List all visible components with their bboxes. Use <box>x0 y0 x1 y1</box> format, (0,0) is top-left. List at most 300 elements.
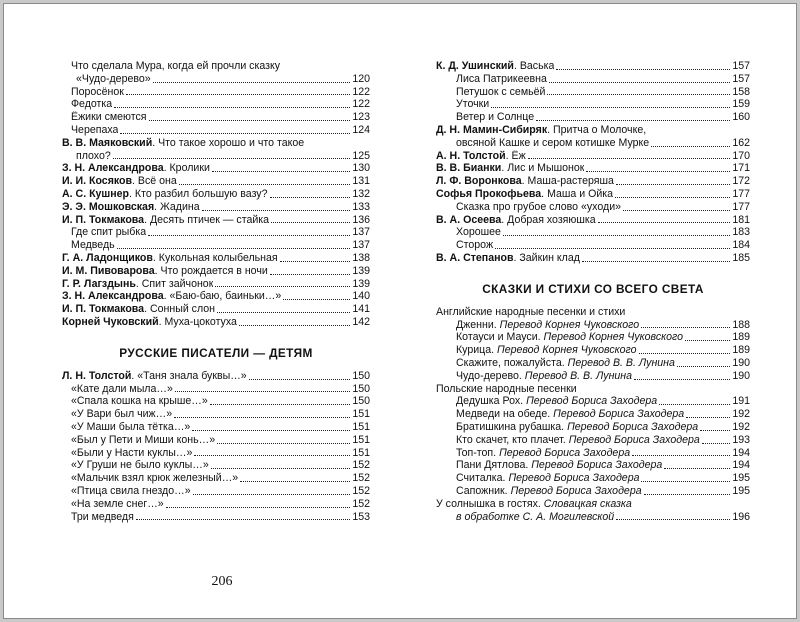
entry-page-number: 195 <box>732 472 750 485</box>
entry-page-number: 196 <box>732 510 750 523</box>
entry-text: Медведь <box>71 239 115 252</box>
entry-page-number: 191 <box>732 395 750 408</box>
dot-leader <box>503 235 730 236</box>
entry-title <box>456 459 662 472</box>
toc-entry <box>436 421 750 434</box>
dot-leader <box>239 325 350 326</box>
entry-text: Муха-цокотуха <box>164 315 237 328</box>
entry-page-number: 159 <box>732 98 750 111</box>
entry-title <box>456 434 700 447</box>
entry-text: Федотка <box>71 98 113 111</box>
entry-translator: Перевод Бориса Заходера <box>567 420 699 433</box>
entry-translator: Перевод В. В. Лунина <box>567 356 675 369</box>
entry-page-number: 158 <box>732 85 750 98</box>
entry-title: В. В. Бианки. Лис и Мышонок <box>436 162 585 175</box>
dot-leader <box>192 430 350 431</box>
dot-leader <box>582 261 730 262</box>
dot-leader <box>639 353 730 354</box>
dot-leader <box>547 94 730 95</box>
toc-entry <box>62 498 370 511</box>
entry-title <box>456 226 501 239</box>
entry-text: «У Маши была тётка…» <box>71 420 191 433</box>
dot-leader <box>528 158 730 159</box>
dot-leader <box>249 379 350 380</box>
entry-text: Польские народные песенки <box>436 382 577 395</box>
entry-title: И. П. Токмакова. Сонный слон <box>62 303 216 316</box>
entry-page-number: 162 <box>732 136 750 149</box>
entry-page-number: 189 <box>732 344 750 357</box>
entry-text: Спит зайчонок <box>141 277 214 290</box>
entry-title: И. М. Пивоварова. Что рождается в ночи <box>62 264 268 277</box>
entry-title: А. С. Кушнер. Кто разбил большую вазу? <box>62 187 268 200</box>
entry-page-number: 139 <box>352 277 370 290</box>
dot-leader <box>664 468 730 469</box>
dot-leader <box>117 248 350 249</box>
entry-title <box>456 472 639 485</box>
entry-title <box>71 408 172 421</box>
entry-text: Дедушка Рох. <box>456 395 524 408</box>
dot-leader <box>677 366 730 367</box>
toc-entry <box>436 252 750 265</box>
toc-entry <box>62 111 370 124</box>
toc-entry <box>62 201 370 214</box>
entry-title <box>71 498 164 511</box>
entry-page-number: 190 <box>732 356 750 369</box>
toc-entry <box>62 175 370 188</box>
entry-title <box>71 459 209 472</box>
entry-page-number: 150 <box>352 382 370 395</box>
entry-page-number: 131 <box>352 175 370 188</box>
entry-title <box>456 344 637 357</box>
entry-author: И. П. Токмакова <box>62 303 145 316</box>
entry-title <box>456 370 632 383</box>
toc-entry <box>62 459 370 472</box>
toc-entry <box>62 447 370 460</box>
dot-leader <box>616 184 730 185</box>
toc-entry <box>62 290 370 303</box>
entry-title: В. А. Степанов. Зайкин клад <box>436 251 580 264</box>
entry-page-number: 157 <box>732 72 750 85</box>
toc-entry <box>62 162 370 175</box>
entry-title <box>436 498 750 511</box>
entry-page-number: 139 <box>352 264 370 277</box>
entry-title <box>71 421 190 434</box>
section-heading: СКАЗКИ И СТИХИ СО ВСЕГО СВЕТА <box>482 281 704 296</box>
entry-page-number: 192 <box>732 420 750 433</box>
entry-page-number: 120 <box>352 72 370 85</box>
toc-entry <box>436 395 750 408</box>
dot-leader <box>702 443 730 444</box>
entry-text: Считалка. <box>456 472 506 485</box>
toc-entry <box>436 60 750 73</box>
entry-title <box>456 73 547 86</box>
dot-leader <box>149 120 350 121</box>
entry-author: А. Н. Толстой <box>436 149 506 162</box>
entry-author: Г. А. Ладонщиков <box>62 251 153 264</box>
toc-entry <box>436 98 750 111</box>
entry-page-number: 152 <box>352 497 370 510</box>
entry-title: И. И. Косяков. Всё она <box>62 175 177 188</box>
entry-page-number: 122 <box>352 98 370 111</box>
entry-author: Софья Прокофьева <box>436 187 542 200</box>
entry-text: У солнышка в гостях. <box>436 497 541 510</box>
dot-leader <box>120 133 350 134</box>
entry-page-number: 181 <box>732 213 750 226</box>
entry-title <box>71 98 112 111</box>
toc-entry <box>62 303 370 316</box>
entry-page-number: 138 <box>352 251 370 264</box>
entry-page-number: 194 <box>732 446 750 459</box>
dot-leader <box>202 210 350 211</box>
entry-text: Кролики <box>169 162 210 175</box>
dot-leader <box>651 146 730 147</box>
entry-page-number: 141 <box>352 303 370 316</box>
dot-leader <box>113 158 350 159</box>
entry-page-number: 142 <box>352 315 370 328</box>
dot-leader <box>126 94 350 95</box>
toc-entry <box>436 214 750 227</box>
entry-text: Скажите, пожалуйста. <box>456 356 565 369</box>
dot-leader <box>616 519 730 520</box>
entry-page-number: 125 <box>352 149 370 162</box>
toc-entry <box>436 459 750 472</box>
entry-title <box>456 137 649 150</box>
entry-page-number: 195 <box>732 484 750 497</box>
entry-title: И. П. Токмакова. Десять птичек — стайка <box>62 213 270 226</box>
entry-text: Что сделала Мура, когда ей прочли сказку <box>71 60 281 72</box>
entry-text: Дженни. <box>456 318 497 331</box>
entry-title <box>71 383 173 396</box>
entry-text: «Мальчик взял крюк железный…» <box>71 472 239 485</box>
entry-text: Английские народные песенки и стихи <box>436 305 626 318</box>
dot-leader <box>586 171 730 172</box>
toc-entry <box>436 472 750 485</box>
entry-page-number: 137 <box>352 239 370 252</box>
entry-text: Маша и Ойка <box>547 187 614 200</box>
entry-page-number: 172 <box>732 175 750 188</box>
entry-translator: Перевод Бориса Заходера <box>510 484 642 497</box>
entry-author: Корней Чуковский <box>62 315 159 328</box>
entry-translator: Перевод Корнея Чуковского <box>499 318 640 331</box>
dot-leader <box>215 286 350 287</box>
entry-page-number: 122 <box>352 85 370 98</box>
entry-page-number: 151 <box>352 446 370 459</box>
entry-text: Что такое хорошо и что такое <box>158 136 305 149</box>
entry-page-number: 133 <box>352 200 370 213</box>
entry-page-number: 160 <box>732 111 750 124</box>
entry-page-number: 152 <box>352 472 370 485</box>
dot-leader <box>194 455 350 456</box>
entry-translator: Перевод Бориса Заходера <box>526 395 658 408</box>
entry-page-number: 193 <box>732 433 750 446</box>
entry-translator: в обработке С. А. Могилевской <box>456 510 615 523</box>
page-number: 206 <box>211 574 233 589</box>
dot-leader <box>179 184 350 185</box>
entry-translator: Перевод В. В. Лунина <box>524 369 633 382</box>
entry-translator: Перевод Бориса Заходера <box>568 433 700 446</box>
dot-leader <box>211 468 350 469</box>
entry-author: Д. Н. Мамин-Сибиряк <box>436 123 548 136</box>
toc-entry <box>62 434 370 447</box>
entry-title <box>456 485 642 498</box>
dot-leader <box>686 417 730 418</box>
entry-text: Хорошее <box>456 226 501 239</box>
dot-leader <box>210 404 350 405</box>
entry-title <box>71 60 370 73</box>
entry-text: «Чудо-дерево» <box>76 72 151 85</box>
entry-title <box>456 331 683 344</box>
entry-title: Л. Ф. Воронкова. Маша-растеряша <box>436 175 614 188</box>
entry-translator: Перевод Бориса Заходера <box>508 472 640 485</box>
dot-leader <box>491 107 730 108</box>
entry-title: Корней Чуковский. Муха-цокотуха <box>62 315 237 328</box>
toc-entry <box>436 201 750 214</box>
toc-entry <box>436 485 750 498</box>
entry-author: Л. Ф. Воронкова <box>436 175 522 188</box>
dot-leader <box>641 481 730 482</box>
entry-author: Л. Н. Толстой <box>62 369 132 382</box>
entry-title <box>71 239 115 252</box>
toc-entry <box>62 150 370 163</box>
entry-title <box>76 73 151 86</box>
dot-leader <box>271 222 350 223</box>
entry-text: плохо? <box>76 149 111 162</box>
dot-leader <box>148 235 350 236</box>
toc-entry <box>436 226 750 239</box>
entry-translator: Перевод Бориса Заходера <box>531 459 663 472</box>
entry-text: Где спит рыбка <box>71 226 147 239</box>
dot-leader <box>495 248 730 249</box>
toc-entry <box>436 137 750 150</box>
entry-text: Сонный слон <box>149 303 216 316</box>
toc-entry <box>62 124 370 137</box>
entry-page-number: 123 <box>352 111 370 124</box>
dot-leader <box>175 391 350 392</box>
entry-page-number: 152 <box>352 484 370 497</box>
dot-leader <box>217 312 350 313</box>
dot-leader <box>615 197 730 198</box>
toc-entry <box>436 434 750 447</box>
entry-title <box>76 150 111 163</box>
toc-entry <box>62 252 370 265</box>
toc-entry <box>436 73 750 86</box>
dot-leader <box>136 519 350 520</box>
toc-entry <box>436 447 750 460</box>
entry-text: «Баю-баю, баиньки…» <box>169 290 282 303</box>
dot-leader <box>240 481 350 482</box>
entry-author: И. М. Пивоварова <box>62 264 155 277</box>
entry-author: В. В. Бианки <box>436 162 502 175</box>
dot-leader <box>536 120 730 121</box>
entry-author: Э. Э. Мошковская <box>62 200 155 213</box>
entry-title <box>71 86 124 99</box>
dot-leader <box>700 430 730 431</box>
entry-text: Всё она <box>137 175 177 188</box>
entry-author: А. С. Кушнер <box>62 187 130 200</box>
entry-page-number: 157 <box>732 60 750 72</box>
entry-title: Г. Р. Лагздынь. Спит зайчонок <box>62 277 214 290</box>
entry-page-number: 152 <box>352 459 370 472</box>
entry-text: «Кате дали мыла…» <box>71 382 173 395</box>
entry-title <box>436 383 750 396</box>
entry-title <box>456 511 614 524</box>
dot-leader <box>549 82 730 83</box>
entry-title: Д. Н. Мамин-Сибиряк. Притча о Молочке, <box>436 123 647 136</box>
toc-entry <box>62 408 370 421</box>
toc-entry <box>62 98 370 111</box>
toc-entry <box>62 316 370 329</box>
entry-text: «У Вари был чиж…» <box>71 408 173 421</box>
entry-page-number: 151 <box>352 408 370 421</box>
dot-leader <box>212 171 350 172</box>
entry-page-number: 190 <box>732 369 750 382</box>
toc-right-column <box>436 60 750 523</box>
dot-leader <box>217 443 350 444</box>
dot-leader <box>166 507 350 508</box>
entry-text: Притча о Молочке, <box>553 123 647 136</box>
book-page <box>3 3 797 619</box>
entry-title <box>71 124 118 137</box>
entry-title: Э. Э. Мошковская. Жадина <box>62 200 200 213</box>
toc-entry <box>436 124 750 137</box>
entry-author: И. П. Токмакова <box>62 213 145 226</box>
entry-title: Г. А. Ладонщиков. Кукольная колыбельная <box>62 251 278 264</box>
entry-text: Зайкин клад <box>519 251 580 264</box>
entry-text: Кто скачет, кто плачет. <box>456 433 566 446</box>
entry-text: Сказка про грубое слово «уходи» <box>456 200 622 213</box>
toc-entry <box>62 137 370 150</box>
toc-entry <box>62 239 370 252</box>
entry-title <box>456 408 684 421</box>
entry-page-number: 185 <box>732 251 750 264</box>
toc-entry <box>62 472 370 485</box>
entry-title: Софья Прокофьева. Маша и Ойка <box>436 187 614 200</box>
entry-text: Ёж <box>511 149 526 162</box>
toc-entry <box>436 511 750 524</box>
entry-text: Лис и Мышонок <box>507 162 585 175</box>
dot-leader <box>270 274 350 275</box>
entry-title <box>456 447 630 460</box>
entry-page-number: 151 <box>352 420 370 433</box>
toc-left-column <box>62 60 370 523</box>
toc-entry <box>62 383 370 396</box>
entry-translator: Словацкая сказка <box>543 497 632 510</box>
entry-title: З. Н. Александрова. «Баю-баю, баиньки…» <box>62 290 282 303</box>
entry-text: Лиса Патрикеевна <box>456 72 547 85</box>
entry-text: Что рождается в ночи <box>160 264 268 277</box>
dot-leader <box>174 417 350 418</box>
toc-entry <box>62 73 370 86</box>
entry-text: Ёжики смеются <box>71 111 147 124</box>
entry-translator: Перевод Бориса Заходера <box>499 446 631 459</box>
entry-page-number: 189 <box>732 331 750 344</box>
toc-entry <box>436 86 750 99</box>
entry-page-number: 188 <box>732 318 750 331</box>
toc-entry <box>62 86 370 99</box>
toc-entry <box>62 278 370 291</box>
toc-entry <box>436 111 750 124</box>
entry-author: З. Н. Александрова <box>62 290 164 303</box>
entry-page-number: 194 <box>732 459 750 472</box>
toc-entry <box>436 357 750 370</box>
toc-entry <box>436 344 750 357</box>
dot-leader <box>153 82 350 83</box>
toc-entry <box>436 188 750 201</box>
entry-text: Пани Дятлова. <box>456 459 529 472</box>
entry-text: Медведи на обеде. <box>456 408 551 421</box>
dot-leader <box>641 327 730 328</box>
toc-entry <box>436 319 750 332</box>
dot-leader <box>598 222 730 223</box>
entry-author: К. Д. Ушинский <box>436 60 514 72</box>
entry-text: Кукольная колыбельная <box>158 251 278 264</box>
toc-entry <box>436 150 750 163</box>
entry-text: Петушок с семьёй <box>456 85 546 98</box>
toc-entry <box>436 162 750 175</box>
section-heading: РУССКИЕ ПИСАТЕЛИ — ДЕТЯМ <box>119 345 313 360</box>
entry-page-number: 137 <box>352 226 370 239</box>
entry-title <box>456 111 534 124</box>
entry-author: З. Н. Александрова <box>62 162 164 175</box>
entry-text: «Был у Пети и Миши конь…» <box>71 433 216 446</box>
entry-text: «У Груши не было куклы…» <box>71 459 209 472</box>
entry-title: З. Н. Александрова. Кролики <box>62 162 210 175</box>
toc-entry <box>436 331 750 344</box>
entry-text: Сапожник. <box>456 484 508 497</box>
entry-title: А. Н. Толстой. Ёж <box>436 149 526 162</box>
entry-text: Топ-топ. <box>456 446 497 459</box>
toc-entry <box>436 370 750 383</box>
toc-entry <box>62 214 370 227</box>
entry-page-number: 150 <box>352 395 370 408</box>
entry-title <box>456 86 545 99</box>
entry-title <box>71 434 215 447</box>
entry-translator: Перевод Бориса Заходера <box>553 408 685 421</box>
entry-translator: Перевод Корнея Чуковского <box>497 344 637 357</box>
dot-leader <box>280 261 350 262</box>
entry-title <box>71 485 191 498</box>
entry-title <box>456 98 489 111</box>
entry-title <box>456 357 675 370</box>
toc-entry <box>436 175 750 188</box>
entry-page-number: 151 <box>352 433 370 446</box>
toc-entry <box>62 370 370 383</box>
entry-text: Десять птичек — стайка <box>149 213 270 226</box>
toc-entry <box>62 511 370 524</box>
toc-entry <box>62 226 370 239</box>
entry-author: В. А. Осеева <box>436 213 502 226</box>
dot-leader <box>644 494 730 495</box>
entry-text: Курица. <box>456 344 495 357</box>
toc-entry <box>436 383 750 396</box>
entry-page-number: 124 <box>352 123 370 136</box>
toc-entry <box>436 239 750 252</box>
entry-page-number: 132 <box>352 187 370 200</box>
entry-page-number: 177 <box>732 187 750 200</box>
entry-text: «Птица свила гнездо…» <box>71 484 191 497</box>
entry-page-number: 140 <box>352 290 370 303</box>
entry-text: Добрая хозяюшка <box>507 213 596 226</box>
entry-author: Г. Р. Лагздынь <box>62 277 136 290</box>
entry-text: Васька <box>519 60 555 72</box>
entry-text: Братишкина рубашка. <box>456 420 565 433</box>
dot-leader <box>556 69 730 70</box>
entry-page-number: 177 <box>732 200 750 213</box>
entry-page-number: 183 <box>732 226 750 239</box>
entry-title <box>456 239 493 252</box>
dot-leader <box>659 404 730 405</box>
entry-text: Кто разбил большую вазу? <box>134 187 268 200</box>
